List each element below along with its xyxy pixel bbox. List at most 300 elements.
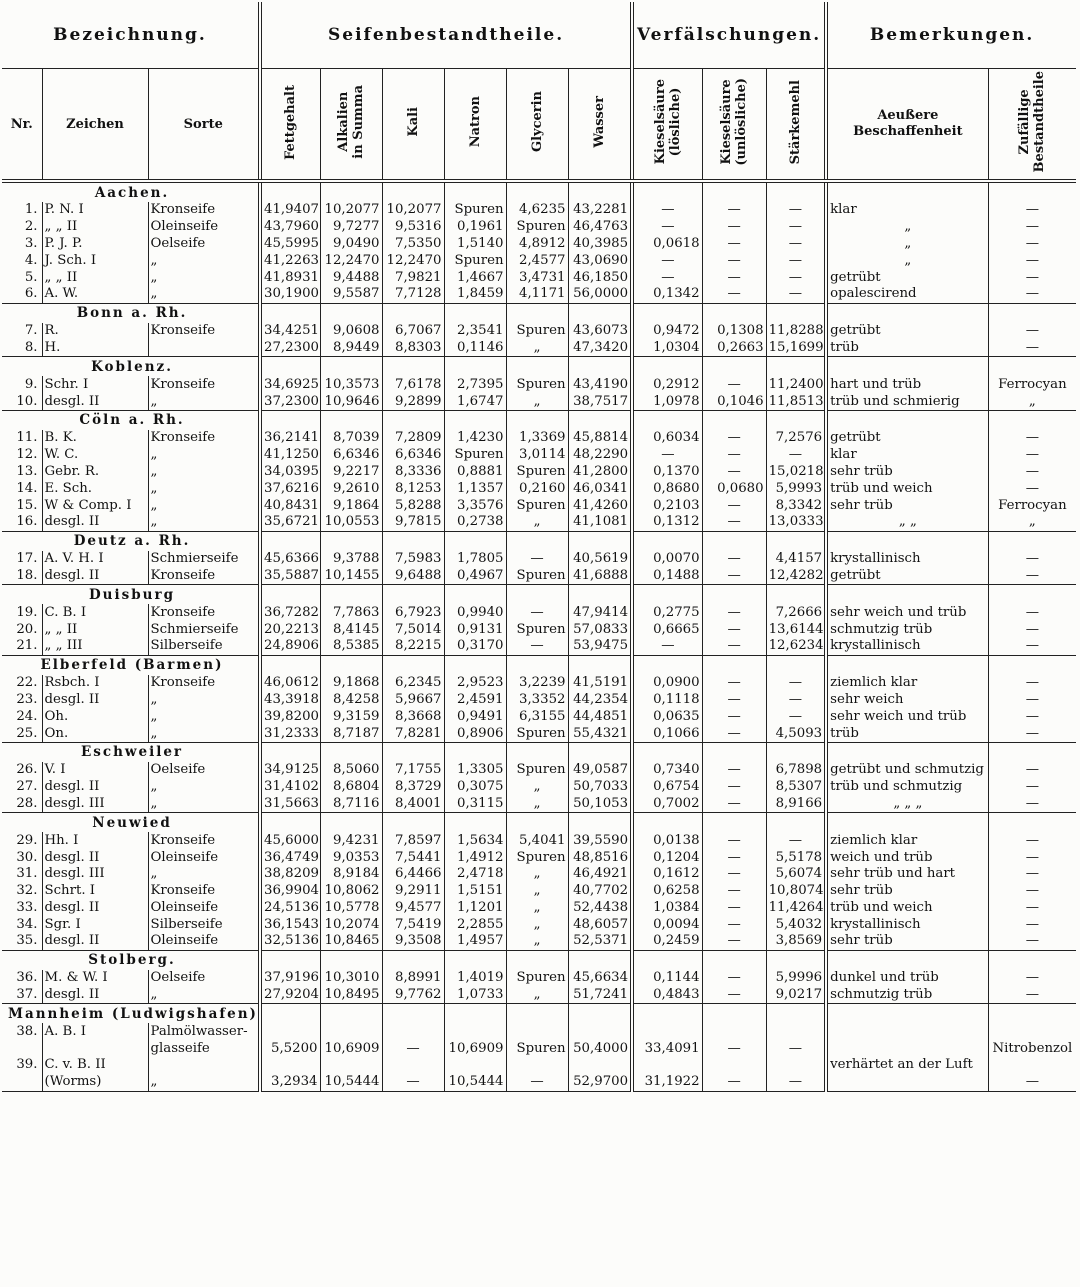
section-heading — [2, 585, 1076, 605]
row-zeichen: E. Sch. — [42, 480, 148, 497]
row-nr: 1. — [24, 202, 38, 218]
cell-fettgehalt: 36,7282 — [260, 604, 320, 621]
cell-kiesel-loeslich: 0,7002 — [632, 796, 702, 813]
cell-kiesel-unloeslich: — — [702, 269, 766, 286]
cell-kali: 10,2077 — [382, 202, 444, 219]
cell-glycerin: — — [506, 638, 568, 655]
row-nr — [2, 1040, 42, 1057]
row-nr: 30. — [16, 849, 38, 865]
cell-fettgehalt — [260, 1023, 320, 1040]
cell-kiesel-loeslich: 0,1144 — [632, 970, 702, 987]
row-nr: 23. — [16, 691, 38, 707]
row-sorte: Oelseife — [148, 970, 260, 987]
cell-kali: 8,2215 — [382, 638, 444, 655]
cell-beschaffenheit: sehr trüb — [826, 933, 988, 950]
row-sorte: „ — [148, 447, 260, 464]
row-zeichen: desgl. II — [42, 514, 148, 531]
row-nr: 20. — [16, 621, 38, 637]
cell-zufaellig — [988, 1023, 1076, 1040]
cell-wasser: 41,6888 — [568, 568, 632, 585]
row-sorte: Kronseife — [148, 430, 260, 447]
cell-glycerin: Spuren — [506, 725, 568, 742]
cell-glycerin: 5,4041 — [506, 832, 568, 849]
cell-natron: 1,5140 — [444, 236, 506, 253]
cell-alkalien — [320, 1057, 382, 1074]
cell-fettgehalt: 41,2263 — [260, 252, 320, 269]
cell-kiesel-loeslich: 0,4843 — [632, 987, 702, 1004]
city-name: Cöln a. Rh. — [79, 412, 185, 429]
cell-zufaellig: Ferrocyan — [988, 376, 1076, 393]
cell-glycerin: Spuren — [506, 464, 568, 481]
table-row — [2, 1057, 1076, 1074]
cell-kiesel-loeslich: 0,6665 — [632, 621, 702, 638]
cell-zufaellig: — — [988, 551, 1076, 568]
cell-natron: 1,5634 — [444, 832, 506, 849]
row-nr: 22. — [16, 675, 38, 691]
row-sorte: Kronseife — [148, 832, 260, 849]
cell-kiesel-loeslich: 31,1922 — [632, 1074, 702, 1091]
section-heading — [2, 357, 1076, 377]
cell-kiesel-unloeslich: 0,1308 — [702, 323, 766, 340]
row-nr: 16. — [2, 514, 42, 531]
cell-wasser: 52,9700 — [568, 1074, 632, 1091]
cell-glycerin: Spuren — [506, 762, 568, 779]
soap-analysis-table — [2, 2, 1076, 1092]
cell-alkalien: 10,0553 — [320, 514, 382, 531]
cell-beschaffenheit: sehr weich — [826, 692, 988, 709]
row-nr: 15. — [16, 497, 38, 513]
cell-alkalien: 9,2217 — [320, 464, 382, 481]
cell-wasser: 55,4321 — [568, 725, 632, 742]
cell-beschaffenheit: klar — [826, 202, 988, 219]
cell-staerkemehl: 4,4157 — [766, 551, 826, 568]
cell-natron: 1,5151 — [444, 883, 506, 900]
cell-kiesel-loeslich: 0,1204 — [632, 849, 702, 866]
section-heading — [2, 303, 1076, 323]
row-sorte: „ — [148, 987, 260, 1004]
table-row — [2, 933, 1076, 950]
cell-kiesel-unloeslich: — — [702, 900, 766, 917]
header-bemerkungen: Bemerkungen. — [826, 2, 1076, 69]
cell-staerkemehl: — — [766, 692, 826, 709]
cell-glycerin: 3,0114 — [506, 447, 568, 464]
row-sorte: „ — [148, 866, 260, 883]
row-zeichen: Schrt. I — [42, 883, 148, 900]
row-nr: 29. — [16, 832, 38, 848]
table-row — [2, 269, 1076, 286]
cell-kiesel-unloeslich: — — [702, 568, 766, 585]
table-row — [2, 692, 1076, 709]
table-row — [2, 1023, 1076, 1040]
cell-kiesel-loeslich: 1,0384 — [632, 900, 702, 917]
cell-zufaellig: — — [988, 638, 1076, 655]
row-nr: 28. — [2, 796, 42, 813]
cell-alkalien: 10,2074 — [320, 916, 382, 933]
city-name: Elberfeld (Barmen) — [40, 657, 224, 674]
cell-fettgehalt: 35,5887 — [260, 568, 320, 585]
cell-zufaellig: — — [988, 219, 1076, 236]
col-zeichen: Zeichen — [42, 69, 148, 182]
cell-glycerin: Spuren — [506, 1040, 568, 1057]
table-row — [2, 323, 1076, 340]
cell-wasser: 46,4921 — [568, 866, 632, 883]
cell-beschaffenheit: getrübt und schmutzig — [826, 762, 988, 779]
cell-natron: 1,1201 — [444, 900, 506, 917]
row-sorte: „ — [148, 480, 260, 497]
header-verfaelschungen: Verfälschungen. — [632, 2, 826, 69]
cell-glycerin: „ — [506, 514, 568, 531]
row-sorte: Kronseife — [148, 883, 260, 900]
cell-kali: 5,8288 — [382, 497, 444, 514]
row-sorte: Oleinseife — [148, 849, 260, 866]
cell-staerkemehl: 10,8074 — [766, 883, 826, 900]
cell-glycerin: 4,1171 — [506, 286, 568, 303]
row-nr: 37. — [2, 987, 42, 1004]
cell-natron: 1,3305 — [444, 762, 506, 779]
row-sorte: „ — [148, 286, 260, 303]
row-zeichen — [42, 1040, 148, 1057]
row-sorte — [148, 340, 260, 357]
cell-staerkemehl: 5,6074 — [766, 866, 826, 883]
cell-glycerin: Spuren — [506, 568, 568, 585]
cell-fettgehalt: 41,1250 — [260, 447, 320, 464]
cell-natron: 0,1146 — [444, 340, 506, 357]
cell-beschaffenheit: schmutzig trüb — [826, 621, 988, 638]
cell-wasser: 53,9475 — [568, 638, 632, 655]
cell-beschaffenheit: ziemlich klar — [826, 832, 988, 849]
cell-kiesel-unloeslich: — — [702, 464, 766, 481]
cell-staerkemehl: — — [766, 219, 826, 236]
cell-fettgehalt: 30,1900 — [260, 286, 320, 303]
row-sorte: „ — [148, 692, 260, 709]
cell-kiesel-loeslich: 1,0978 — [632, 393, 702, 410]
cell-glycerin: „ — [506, 916, 568, 933]
cell-beschaffenheit: trüb und schmierig — [826, 393, 988, 410]
cell-beschaffenheit: sehr weich und trüb — [826, 604, 988, 621]
table-row — [2, 832, 1076, 849]
cell-natron: 1,8459 — [444, 286, 506, 303]
cell-glycerin: „ — [506, 340, 568, 357]
cell-zufaellig: — — [988, 286, 1076, 303]
table-row — [2, 987, 1076, 1004]
row-zeichen: desgl. II — [42, 849, 148, 866]
row-zeichen: R. — [42, 323, 148, 340]
row-sorte: „ — [148, 708, 260, 725]
cell-fettgehalt: 24,8906 — [260, 638, 320, 655]
cell-kali: 9,7815 — [382, 514, 444, 531]
cell-beschaffenheit: getrübt — [826, 269, 988, 286]
cell-glycerin: „ — [506, 796, 568, 813]
cell-fettgehalt: 46,0612 — [260, 675, 320, 692]
cell-beschaffenheit: ziemlich klar — [826, 675, 988, 692]
cell-alkalien: 7,7863 — [320, 604, 382, 621]
cell-kiesel-unloeslich: — — [702, 621, 766, 638]
cell-wasser: 56,0000 — [568, 286, 632, 303]
cell-alkalien: 10,2077 — [320, 202, 382, 219]
city-name: Neuwied — [92, 814, 172, 831]
cell-wasser: 45,8814 — [568, 430, 632, 447]
cell-zufaellig: — — [988, 340, 1076, 357]
cell-kiesel-unloeslich: — — [702, 849, 766, 866]
row-sorte: Oelseife — [148, 762, 260, 779]
row-zeichen: desgl. II — [42, 393, 148, 410]
cell-zufaellig: — — [988, 236, 1076, 253]
cell-alkalien: 10,5444 — [320, 1074, 382, 1091]
cell-kali: 8,3668 — [382, 708, 444, 725]
cell-beschaffenheit: „ „ — [826, 514, 988, 531]
table-row — [2, 900, 1076, 917]
cell-staerkemehl: 11,8513 — [766, 393, 826, 410]
cell-kiesel-loeslich: 0,1312 — [632, 514, 702, 531]
table-row — [2, 393, 1076, 410]
cell-fettgehalt: 45,6000 — [260, 832, 320, 849]
cell-alkalien — [320, 1023, 382, 1040]
cell-kiesel-loeslich: — — [632, 638, 702, 655]
cell-kiesel-loeslich: 0,1370 — [632, 464, 702, 481]
cell-glycerin: 3,2239 — [506, 675, 568, 692]
cell-beschaffenheit: trüb und schmutzig — [826, 779, 988, 796]
cell-fettgehalt: 24,5136 — [260, 900, 320, 917]
header-seifenbestandtheile: Seifenbestandtheile. — [260, 2, 632, 69]
cell-alkalien: 8,5060 — [320, 762, 382, 779]
row-nr: 36. — [16, 970, 38, 986]
cell-kali: 7,2809 — [382, 430, 444, 447]
cell-beschaffenheit: krystallinisch — [826, 551, 988, 568]
cell-natron: 2,4591 — [444, 692, 506, 709]
cell-kiesel-loeslich — [632, 1023, 702, 1040]
cell-fettgehalt: 41,9407 — [260, 202, 320, 219]
section-heading — [2, 950, 1076, 970]
cell-zufaellig: Nitrobenzol — [988, 1040, 1076, 1057]
cell-beschaffenheit — [826, 1040, 988, 1057]
cell-staerkemehl: 7,2666 — [766, 604, 826, 621]
cell-kiesel-unloeslich: — — [702, 970, 766, 987]
row-nr: 6. — [2, 286, 42, 303]
cell-kiesel-unloeslich: — — [702, 252, 766, 269]
cell-staerkemehl — [766, 1057, 826, 1074]
cell-fettgehalt: 27,2300 — [260, 340, 320, 357]
cell-natron: 3,3576 — [444, 497, 506, 514]
cell-wasser: 57,0833 — [568, 621, 632, 638]
cell-alkalien: 8,4258 — [320, 692, 382, 709]
cell-wasser: 40,5619 — [568, 551, 632, 568]
row-zeichen: Hh. I — [42, 832, 148, 849]
cell-beschaffenheit: dunkel und trüb — [826, 970, 988, 987]
cell-kali: 8,3336 — [382, 464, 444, 481]
cell-wasser: 46,1850 — [568, 269, 632, 286]
cell-fettgehalt: 34,0395 — [260, 464, 320, 481]
cell-kali: — — [382, 1040, 444, 1057]
cell-fettgehalt: 37,2300 — [260, 393, 320, 410]
col-alkalien: Alkalien in Summa — [320, 69, 382, 182]
cell-beschaffenheit: „ — [826, 252, 988, 269]
cell-staerkemehl: 8,3342 — [766, 497, 826, 514]
cell-staerkemehl: 5,9996 — [766, 970, 826, 987]
cell-kiesel-loeslich: 0,2103 — [632, 497, 702, 514]
cell-zufaellig: — — [988, 323, 1076, 340]
cell-natron: 0,9940 — [444, 604, 506, 621]
cell-kiesel-loeslich: 0,7340 — [632, 762, 702, 779]
cell-natron: 2,4718 — [444, 866, 506, 883]
col-kali: Kali — [382, 69, 444, 182]
cell-fettgehalt: 45,6366 — [260, 551, 320, 568]
row-zeichen: Gebr. R. — [42, 464, 148, 481]
row-sorte: „ — [148, 269, 260, 286]
cell-kiesel-loeslich: 0,0618 — [632, 236, 702, 253]
cell-natron: 2,2855 — [444, 916, 506, 933]
cell-staerkemehl: — — [766, 447, 826, 464]
cell-fettgehalt: 43,3918 — [260, 692, 320, 709]
row-sorte: „ — [148, 725, 260, 742]
cell-alkalien: 10,3573 — [320, 376, 382, 393]
cell-kiesel-loeslich: 0,0138 — [632, 832, 702, 849]
cell-kiesel-unloeslich: — — [702, 987, 766, 1004]
section-heading — [2, 655, 1076, 675]
cell-kali: 9,5316 — [382, 219, 444, 236]
cell-glycerin: 6,3155 — [506, 708, 568, 725]
cell-kali: 12,2470 — [382, 252, 444, 269]
row-nr: 11. — [16, 430, 38, 446]
table-body — [2, 181, 1076, 1091]
cell-alkalien: 10,8465 — [320, 933, 382, 950]
cell-zufaellig: — — [988, 762, 1076, 779]
row-sorte: glasseife — [148, 1040, 260, 1057]
cell-staerkemehl: — — [766, 675, 826, 692]
row-nr: 25. — [2, 725, 42, 742]
cell-zufaellig: — — [988, 464, 1076, 481]
cell-kali: 8,3729 — [382, 779, 444, 796]
cell-kali: 7,5983 — [382, 551, 444, 568]
cell-glycerin: „ — [506, 987, 568, 1004]
cell-zufaellig: — — [988, 779, 1076, 796]
cell-kiesel-unloeslich: 0,2663 — [702, 340, 766, 357]
cell-alkalien: 10,5778 — [320, 900, 382, 917]
cell-natron: Spuren — [444, 202, 506, 219]
cell-natron — [444, 1057, 506, 1074]
cell-kali: 8,8991 — [382, 970, 444, 987]
row-sorte: Silberseife — [148, 916, 260, 933]
cell-kali: 7,5350 — [382, 236, 444, 253]
cell-kiesel-loeslich: 0,9472 — [632, 323, 702, 340]
row-zeichen: A. B. I — [42, 1023, 148, 1040]
cell-staerkemehl: 9,0217 — [766, 987, 826, 1004]
cell-kali: 7,9821 — [382, 269, 444, 286]
row-zeichen: Oh. — [42, 708, 148, 725]
cell-kali: 7,5441 — [382, 849, 444, 866]
cell-wasser: 47,3420 — [568, 340, 632, 357]
cell-staerkemehl: 12,6234 — [766, 638, 826, 655]
cell-zufaellig: — — [988, 604, 1076, 621]
cell-wasser: 39,5590 — [568, 832, 632, 849]
cell-fettgehalt: 20,2213 — [260, 621, 320, 638]
cell-glycerin: Spuren — [506, 376, 568, 393]
cell-kiesel-unloeslich: — — [702, 236, 766, 253]
table-row — [2, 916, 1076, 933]
table-row — [2, 551, 1076, 568]
city-name: Aachen. — [94, 184, 170, 201]
row-nr: 14. — [16, 480, 38, 496]
cell-kiesel-loeslich: — — [632, 219, 702, 236]
cell-kiesel-unloeslich: — — [702, 497, 766, 514]
cell-glycerin: 0,2160 — [506, 480, 568, 497]
cell-beschaffenheit: trüb und weich — [826, 480, 988, 497]
cell-zufaellig: — — [988, 796, 1076, 813]
row-nr: 7. — [24, 323, 38, 339]
cell-glycerin: „ — [506, 779, 568, 796]
cell-kiesel-unloeslich: 0,1046 — [702, 393, 766, 410]
cell-kiesel-unloeslich: — — [702, 447, 766, 464]
cell-beschaffenheit: getrübt — [826, 323, 988, 340]
table-row — [2, 970, 1076, 987]
cell-fettgehalt: 34,4251 — [260, 323, 320, 340]
cell-zufaellig: — — [988, 916, 1076, 933]
cell-beschaffenheit: hart und trüb — [826, 376, 988, 393]
cell-kiesel-unloeslich: — — [702, 866, 766, 883]
cell-natron: 10,5444 — [444, 1074, 506, 1091]
cell-staerkemehl: 3,8569 — [766, 933, 826, 950]
col-sorte: Sorte — [148, 69, 260, 182]
cell-alkalien: 10,3010 — [320, 970, 382, 987]
cell-beschaffenheit: getrübt — [826, 430, 988, 447]
row-nr: 32. — [16, 883, 38, 899]
cell-glycerin: Spuren — [506, 849, 568, 866]
cell-wasser: 43,2281 — [568, 202, 632, 219]
row-sorte: Kronseife — [148, 604, 260, 621]
cell-zufaellig: — — [988, 621, 1076, 638]
row-zeichen: desgl. II — [42, 568, 148, 585]
cell-zufaellig: — — [988, 675, 1076, 692]
cell-kiesel-unloeslich — [702, 1023, 766, 1040]
table-row — [2, 762, 1076, 779]
cell-alkalien: 8,7116 — [320, 796, 382, 813]
row-nr: 17. — [16, 551, 38, 567]
cell-beschaffenheit: getrübt — [826, 568, 988, 585]
row-sorte: Palmölwasser- — [148, 1023, 260, 1040]
cell-zufaellig: „ — [988, 514, 1076, 531]
cell-beschaffenheit — [826, 1023, 988, 1040]
cell-beschaffenheit: klar — [826, 447, 988, 464]
row-sorte: „ — [148, 393, 260, 410]
cell-fettgehalt: 31,4102 — [260, 779, 320, 796]
row-zeichen: „ „ II — [42, 621, 148, 638]
cell-natron: Spuren — [444, 447, 506, 464]
row-zeichen: Schr. I — [42, 376, 148, 393]
cell-staerkemehl: — — [766, 236, 826, 253]
cell-fettgehalt: 31,5663 — [260, 796, 320, 813]
cell-glycerin: — — [506, 604, 568, 621]
cell-natron: Spuren — [444, 252, 506, 269]
cell-kiesel-unloeslich: — — [702, 604, 766, 621]
row-nr — [2, 1074, 42, 1091]
cell-kali: 7,7128 — [382, 286, 444, 303]
row-zeichen: desgl. III — [42, 796, 148, 813]
row-sorte: Kronseife — [148, 675, 260, 692]
row-sorte: Schmierseife — [148, 621, 260, 638]
cell-wasser: 43,6073 — [568, 323, 632, 340]
cell-kali: 7,8281 — [382, 725, 444, 742]
cell-kali: 6,7923 — [382, 604, 444, 621]
city-name: Mannheim (Ludwigshafen) — [8, 1005, 258, 1022]
col-natron: Natron — [444, 69, 506, 182]
cell-kali: 5,9667 — [382, 692, 444, 709]
cell-glycerin: 4,8912 — [506, 236, 568, 253]
cell-natron: 1,4019 — [444, 970, 506, 987]
row-zeichen: V. I — [42, 762, 148, 779]
cell-natron: 10,6909 — [444, 1040, 506, 1057]
cell-kiesel-unloeslich: — — [702, 692, 766, 709]
cell-kiesel-loeslich: 0,6258 — [632, 883, 702, 900]
cell-alkalien: 8,7039 — [320, 430, 382, 447]
